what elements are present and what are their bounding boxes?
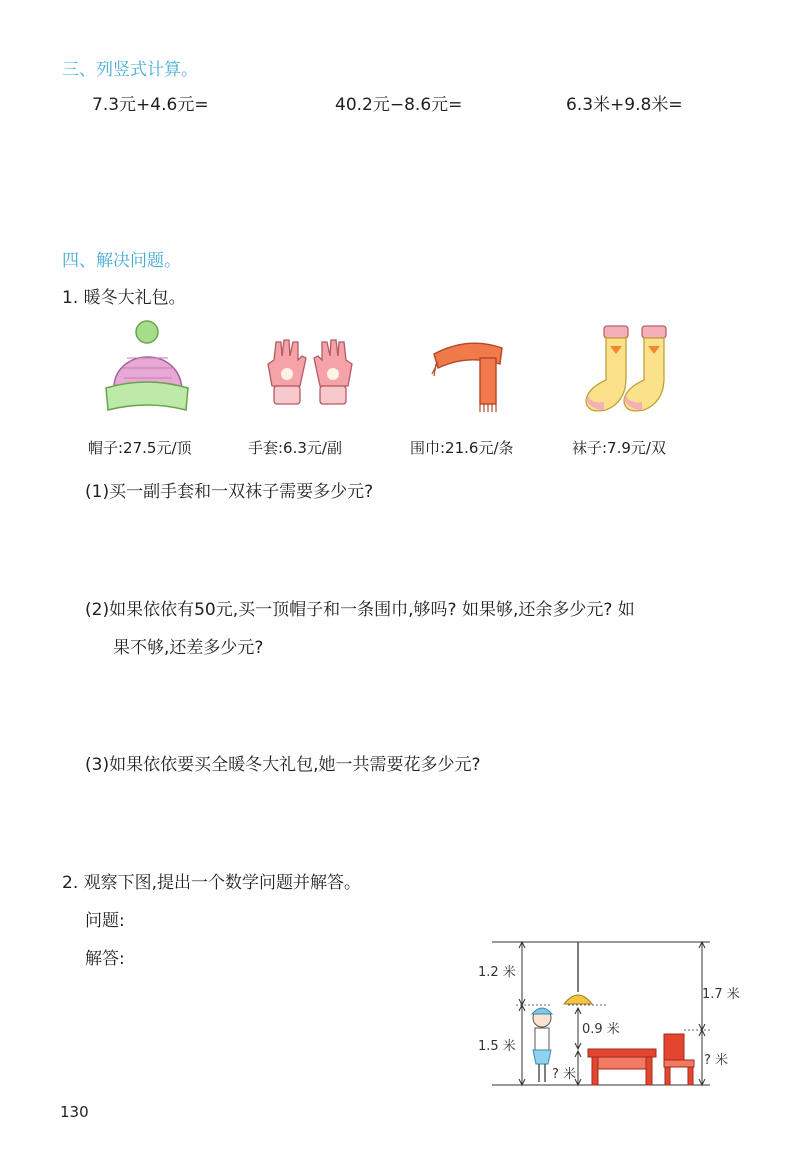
answer-label: 解答: [85, 949, 125, 969]
gloves-price-label: 手套:6.3元/副 [248, 439, 342, 457]
dim-label-1.2: 1.2 米 [478, 965, 516, 980]
hat-price-label: 帽子:27.5元/顶 [88, 439, 192, 457]
dim-label-1.5: 1.5 米 [478, 1039, 516, 1054]
question-1: (1)买一副手套和一双袜子需要多少元? [85, 482, 374, 502]
section-3-heading: 三、列竖式计算。 [62, 60, 198, 80]
dim-label-1.7: 1.7 米 [702, 987, 740, 1002]
section-4-heading: 四、解决问题。 [62, 251, 181, 271]
scarf-price-label: 围巾:21.6元/条 [410, 439, 514, 457]
scarf-icon [430, 334, 506, 414]
question-label: 问题: [85, 911, 125, 931]
gloves-icon [262, 336, 358, 410]
socks-price-label: 袜子:7.9元/双 [572, 439, 666, 457]
socks-icon [582, 322, 674, 418]
dim-label-chair: ? 米 [704, 1053, 729, 1068]
dim-label-table: ? 米 [552, 1067, 577, 1082]
problem-1-title: 1. 暖冬大礼包。 [62, 288, 186, 308]
knit-hat-icon [102, 318, 192, 418]
question-3: (3)如果依依要买全暖冬大礼包,她一共需要花多少元? [85, 755, 481, 775]
problem-2-title: 2. 观察下图,提出一个数学问题并解答。 [62, 873, 362, 893]
expression-3: 6.3米+9.8米= [566, 95, 683, 115]
height-diagram [470, 936, 760, 1096]
question-2-line-1: (2)如果依依有50元,买一顶帽子和一条围巾,够吗? 如果够,还余多少元? 如 [85, 600, 635, 620]
dim-label-0.9: 0.9 米 [582, 1022, 620, 1037]
expression-2: 40.2元−8.6元= [335, 95, 463, 115]
expression-1: 7.3元+4.6元= [92, 95, 209, 115]
question-2-line-2: 果不够,还差多少元? [113, 638, 264, 658]
page-number: 130 [60, 1103, 89, 1121]
